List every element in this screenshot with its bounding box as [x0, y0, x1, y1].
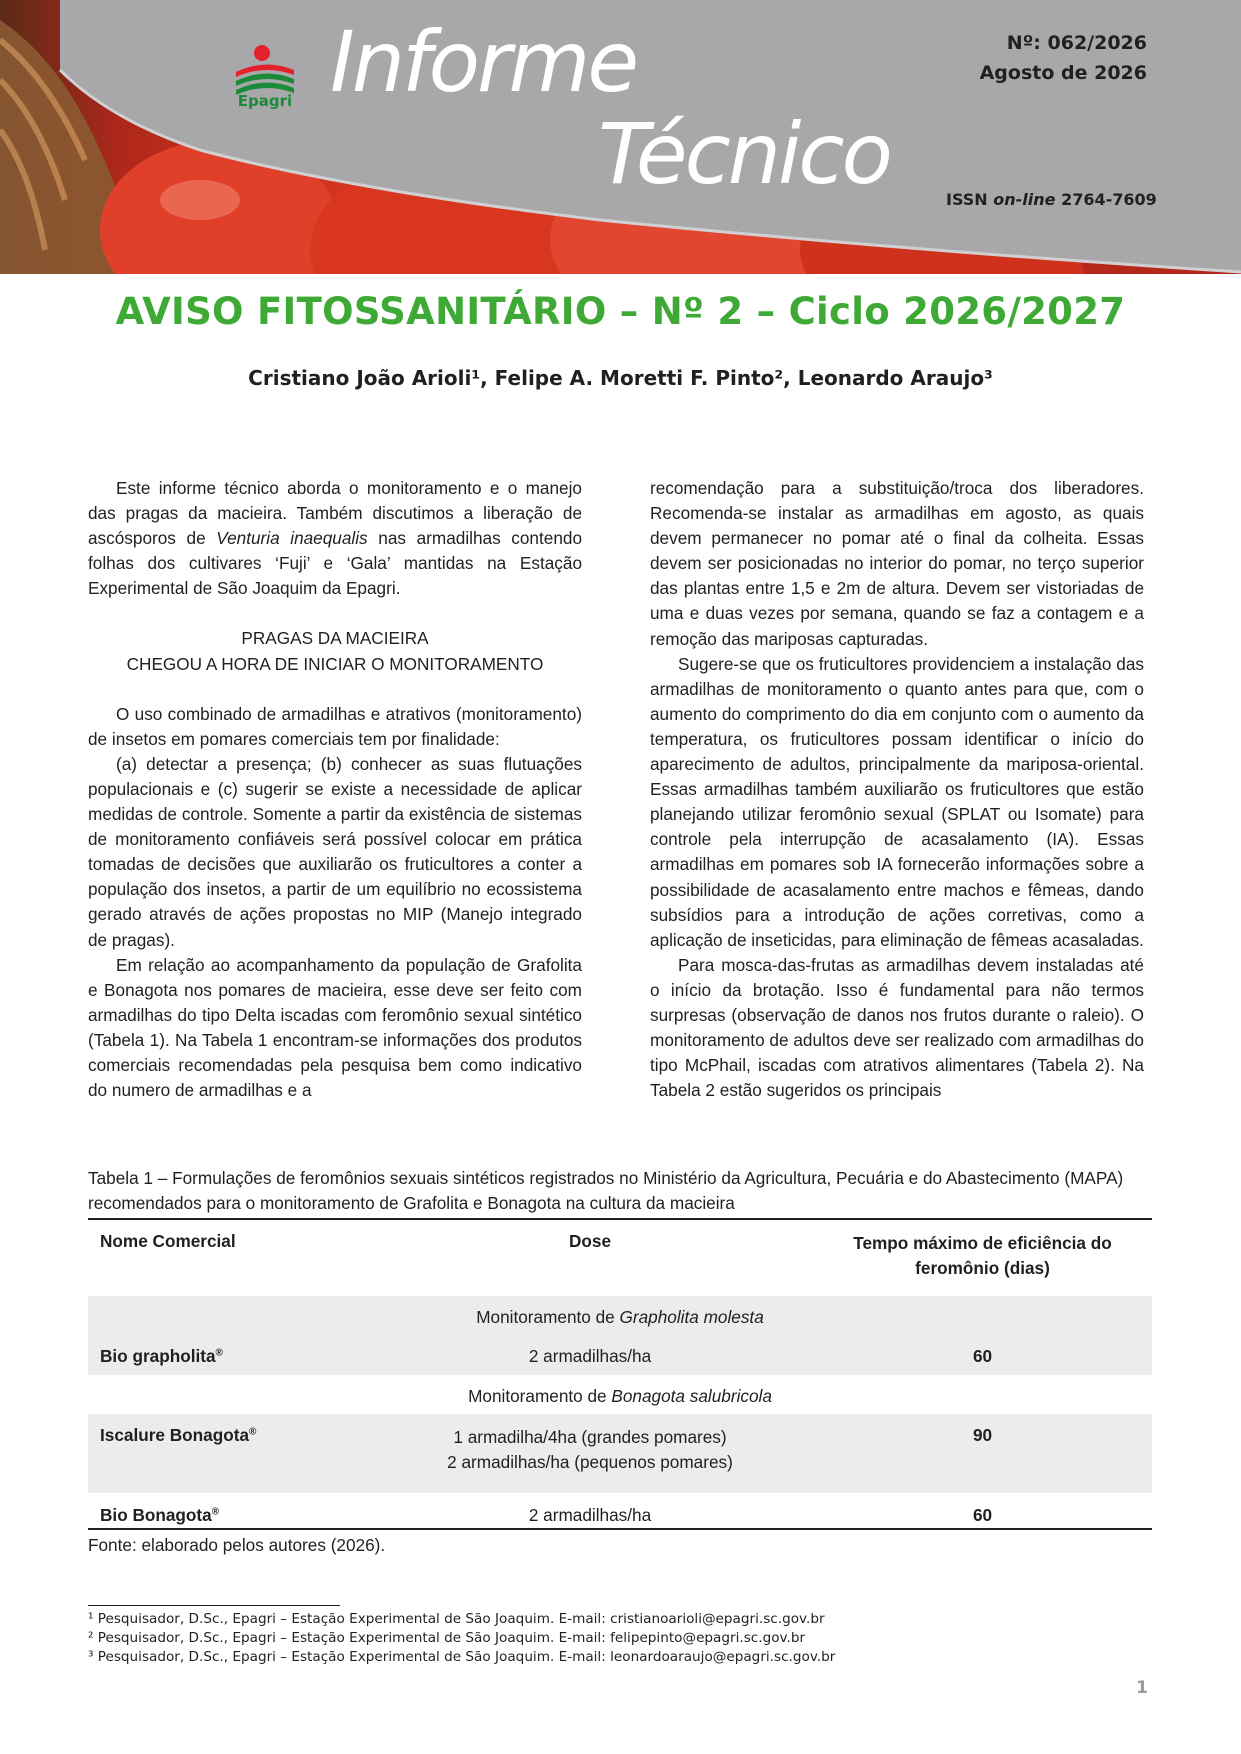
footnote: ³ Pesquisador, D.Sc., Epagri – Estação Experimental de São Joaquim. E-mail: leonardoaraujo@epagri.sc.gov.br — [88, 1649, 836, 1665]
publication-title-line1: Informe — [330, 13, 637, 111]
table-row-dose: 2 armadilhas/ha — [528, 1346, 652, 1366]
section-heading-line2: CHEGOU A HORA DE INICIAR O MONITORAMENTO — [126, 653, 544, 674]
table-group-heading — [88, 1307, 1152, 1328]
page-number: 1 — [1136, 1678, 1148, 1698]
table-row-days: 60 — [972, 1505, 993, 1525]
product-name: Bio grapholita — [100, 1346, 216, 1366]
issue-date: Agosto de 2026 — [979, 62, 1147, 84]
table-caption — [88, 1166, 1152, 1216]
table-row-name — [100, 1346, 223, 1367]
intro-paragraph — [88, 476, 582, 601]
footnote: ¹ Pesquisador, D.Sc., Epagri – Estação Experimental de São Joaquim. E-mail: cristianoarioli@epagri.sc.gov.br — [88, 1611, 825, 1627]
registered-mark: ® — [215, 1347, 223, 1359]
paragraph: Em relação ao acompanhamento da população de Grafolita e Bonagota nos pomares de macieira, esse deve ser feito com armadilhas do tipo Delta iscadas com feromônio sexual sintético (Tabela 1). Na Tabela 1 encontram-se informações dos produtos comerciais recomendadas pela pesquisa bem como indicativo do numero de armadilhas e a — [88, 954, 582, 1101]
table-header-days: Tempo máximo de eficiência do feromônio (dias) — [853, 1233, 1112, 1278]
registered-mark: ® — [249, 1426, 257, 1438]
table-row-name — [100, 1425, 256, 1446]
authors: Cristiano João Arioli¹, Felipe A. Moretti F. Pinto², Leonardo Araujo³ — [248, 366, 993, 390]
paragraph: recomendação para a substituição/troca dos liberadores. Recomenda-se instalar as armadilhas em agosto, as quais devem permanecer no pomar até o final da colheita. Essas devem ser posicionadas no interior do pomar, no terço superior das plantas entre 1,5 e 2m de altura. Devem ser vistoriadas de uma e duas vezes por semana, quando se faz a contagem e a remoção das mariposas capturadas. — [650, 478, 1144, 649]
table-bottom-rule — [88, 1528, 1152, 1530]
paragraph: Sugere-se que os fruticultores providenciem a instalação das armadilhas de monitoramento o quanto antes para que, com o aumento do comprimento do dia em conjunto com o aumento da temperatura, os fruticultores possam identificar o início do aparecimento de adultos, principalmente da mariposa-oriental. Essas armadilhas também auxiliarão os fruticultores que estão planejando utilizar feromônio sexual (SPLAT ou Isomate) para controle pela interrupção de acasalamento (IA). Essas armadilhas em pomares sob IA fornecerão informações sobre a possibilidade de acasalamento entre machos e fêmeas, dando subsídios para a introdução de ações corretivas, como a aplicação de inseticidas, para eliminação de fêmeas acasaladas. — [650, 653, 1144, 950]
product-name: Bio Bonagota — [100, 1505, 212, 1525]
group-heading-prefix: Monitoramento de — [476, 1307, 620, 1327]
table-row-dose: 2 armadilhas/ha — [528, 1505, 652, 1525]
dose-line: 1 armadilha/4ha (grandes pomares) — [453, 1427, 727, 1447]
group-heading-prefix: Monitoramento de — [468, 1386, 612, 1406]
issn — [946, 190, 1157, 209]
table-source: Fonte: elaborado pelos autores (2026). — [88, 1535, 386, 1555]
table-header-dose: Dose — [568, 1231, 612, 1251]
table-row-dose — [400, 1425, 780, 1475]
table-caption-text: Formulações de feromônios sexuais sintéticos registrados no Ministério da Agricultura, Pecuária e do Abastecimento (MAPA) recomendados para o monitoramento de Grafolita e Bonagota na cultura da macieira — [88, 1168, 1124, 1213]
group-heading-species: Grapholita molesta — [619, 1307, 764, 1327]
header-banner — [0, 0, 1241, 274]
paragraph: (a) detectar a presença; (b) conhecer as suas flutuações populacionais e (c) sugerir se existe a necessidade de aplicar medidas de controle. Somente a partir da existência de sistemas de monitoramento confiáveis será possível colocar em prática tomadas de decisões que auxiliarão os fruticultores a conter a população dos insetos, a partir de um equilíbrio no ecossistema gerado através de ações propostas no MIP (Manejo integrado de pragas). — [88, 753, 582, 950]
registered-mark: ® — [211, 1506, 220, 1518]
intro-text-b: nas armadilhas contendo folhas dos cultivares ‘Fuji’ e ‘Gala’ mantidas na Estação Experimental de São Joaquim da Epagri. — [88, 528, 583, 599]
footnotes — [88, 1610, 835, 1667]
table-group-heading — [88, 1386, 1152, 1407]
intro-text-a: Este informe técnico aborda o monitoramento e o manejo das pragas da macieira. Também discutimos a liberação de ascósporos de — [88, 478, 582, 549]
issn-prefix: ISSN — [946, 190, 988, 209]
group-heading-species: Bonagota salubricola — [611, 1386, 772, 1406]
product-name: Iscalure Bonagota — [100, 1425, 249, 1445]
document-title: AVISO FITOSSANITÁRIO – Nº 2 – Ciclo 2026/2027 — [115, 290, 1126, 333]
paragraph: O uso combinado de armadilhas e atrativos (monitoramento) de insetos em pomares comerciais tem por finalidade: — [88, 703, 582, 749]
dose-line: 2 armadilhas/ha (pequenos pomares) — [447, 1452, 733, 1472]
table-row-days: 60 — [972, 1346, 993, 1366]
issue-number: Nº: 062/2026 — [1006, 32, 1147, 54]
left-column — [88, 476, 582, 1103]
table-row-days: 90 — [972, 1425, 993, 1445]
publication-title-line2: Técnico — [598, 105, 890, 203]
issn-online: on-line — [993, 190, 1056, 209]
footnote-rule — [88, 1605, 340, 1606]
table-row-name — [100, 1505, 219, 1526]
table-caption-label: Tabela 1 – — [88, 1168, 168, 1188]
issn-number: 2764-7609 — [1061, 190, 1157, 209]
section-heading — [88, 626, 582, 676]
table-top-rule — [88, 1218, 1152, 1220]
paragraph: Para mosca-das-frutas as armadilhas devem instaladas até o início da brotação. Isso é fundamental para não termos surpresas (observação de danos nos frutos durante o raleio). O monitoramento de adultos deve ser realizado com armadilhas do tipo McPhail, iscadas com atrativos alimentares (Tabela 2). Na Tabela 2 estão sugeridos os principais — [650, 954, 1144, 1101]
footnote: ² Pesquisador, D.Sc., Epagri – Estação Experimental de São Joaquim. E-mail: felipepinto@epagri.sc.gov.br — [88, 1630, 806, 1646]
intro-species: Venturia inaequalis — [216, 528, 368, 549]
table-header-name: Nome Comercial — [100, 1231, 236, 1251]
epagri-logo-label: Epagri — [237, 92, 293, 110]
right-column — [650, 476, 1144, 1103]
section-heading-line1: PRAGAS DA MACIEIRA — [241, 628, 429, 649]
